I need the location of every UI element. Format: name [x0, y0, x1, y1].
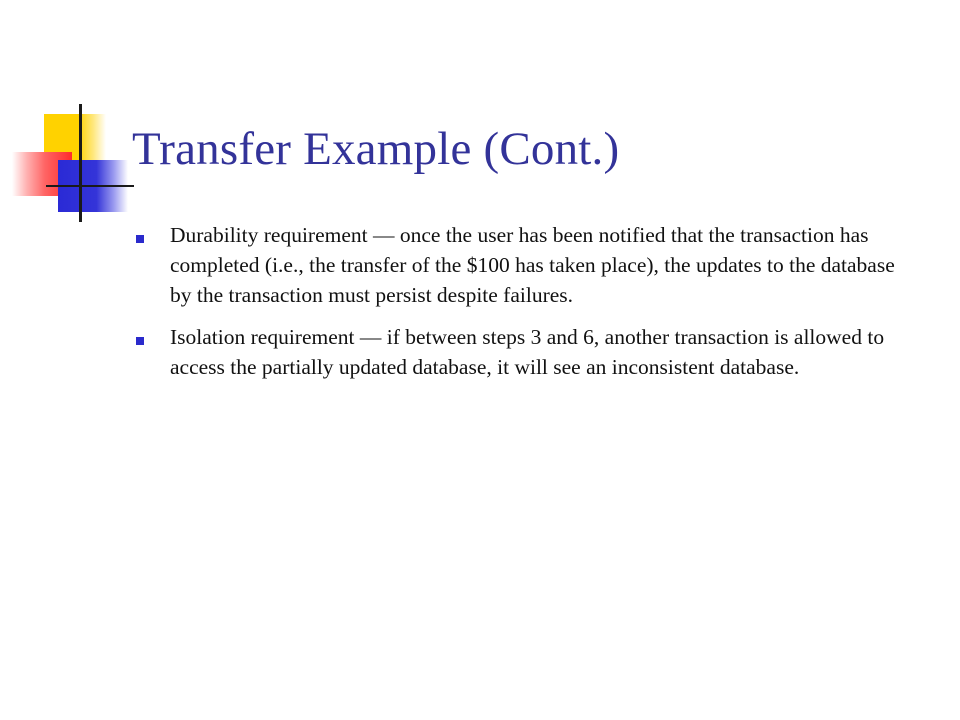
- slide-title: Transfer Example (Cont.): [132, 123, 620, 175]
- bullet-text: Isolation requirement — if between steps 3 and 6, another transaction is allowed to access the partially updated database, it will see an inconsistent database.: [170, 325, 885, 379]
- decorative-logo-icon: [0, 0, 140, 230]
- bullet-list: [134, 220, 904, 394]
- bullet-text: Durability requirement — once the user has been notified that the transaction has completed (i.e., the transfer of the $100 has taken place), the updates to the database by the transaction must persist despite failures.: [170, 223, 895, 307]
- square-bullet-icon: [136, 235, 144, 243]
- bullet-item-isolation: [134, 322, 904, 382]
- logo-horizontal-line: [46, 185, 134, 187]
- square-bullet-icon: [136, 337, 144, 345]
- bullet-item-durability: [134, 220, 904, 310]
- logo-vertical-line: [79, 104, 82, 222]
